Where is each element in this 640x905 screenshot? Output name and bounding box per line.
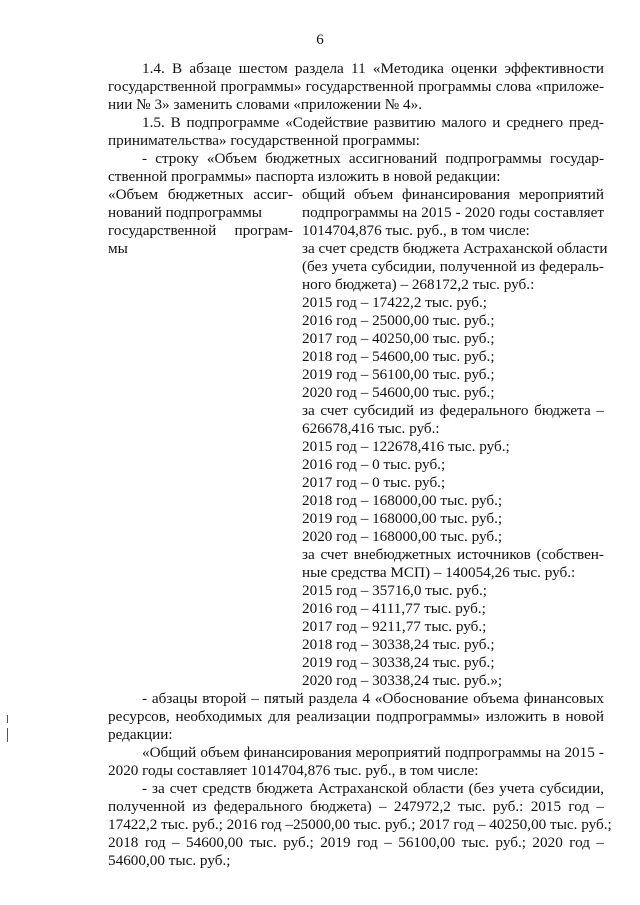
table-right-line: 2016 год – 4111,77 тыс. руб.; bbox=[302, 600, 486, 617]
section4-regional-line-3: 17422,2 тыс. руб.; 2016 год –25000,00 тыс. руб.; 2017 год – 40250,00 тыс. руб.; bbox=[108, 816, 612, 833]
table-left-line-4: мы bbox=[108, 240, 128, 257]
table-right-line: 2017 год – 0 тыс. руб.; bbox=[302, 474, 446, 491]
page-number: 6 bbox=[316, 32, 324, 48]
section4-total-line-2: 2020 годы составляет 1014704,876 тыс. руб., в том числе: bbox=[108, 762, 479, 779]
table-right-line: за счет субсидий из федерального бюджета – bbox=[302, 402, 604, 419]
section4-intro-line-2: ресурсов, необходимых для реализации подпрограммы» изложить в новой bbox=[108, 708, 604, 725]
table-left-line-1: «Объем бюджетных ассиг- bbox=[108, 186, 293, 203]
table-right-line: 2016 год – 25000,00 тыс. руб.; bbox=[302, 312, 495, 329]
section4-intro-line-1: - абзацы второй – пятый раздела 4 «Обоснование объема финансовых bbox=[142, 690, 604, 707]
table-right-line: за счет внебюджетных источников (собствен- bbox=[302, 546, 604, 563]
table-right-line: 2019 год – 56100,00 тыс. руб.; bbox=[302, 366, 495, 383]
section4-intro-line-3: редакции: bbox=[108, 726, 173, 743]
passport-intro-line-1: - строку «Объем бюджетных ассигнований подпрограммы государ- bbox=[142, 150, 604, 167]
table-left-line-3: государственной програм- bbox=[108, 222, 293, 239]
table-right-line: общий объем финансирования мероприятий bbox=[302, 186, 604, 203]
table-right-line: 2015 год – 122678,416 тыс. руб.; bbox=[302, 438, 510, 455]
scan-mark bbox=[7, 715, 8, 723]
table-right-line: 2018 год – 54600,00 тыс. руб.; bbox=[302, 348, 495, 365]
table-right-line: 2017 год – 40250,00 тыс. руб.; bbox=[302, 330, 495, 347]
section4-regional-line-4: 2018 год – 54600,00 тыс. руб.; 2019 год – 56100,00 тыс. руб.; 2020 год – bbox=[108, 834, 604, 851]
table-right-line: за счет средств бюджета Астраханской области bbox=[302, 240, 608, 257]
scan-mark bbox=[7, 728, 8, 742]
table-right-line: 2019 год – 30338,24 тыс. руб.; bbox=[302, 654, 495, 671]
table-right-line: ного бюджета) – 268172,2 тыс. руб.: bbox=[302, 276, 535, 293]
table-right-line: 2020 год – 168000,00 тыс. руб.; bbox=[302, 528, 503, 545]
table-right-line: 2015 год – 35716,0 тыс. руб.; bbox=[302, 582, 487, 599]
para-1-4-line-3: нии № 3» заменить словами «приложении № 4». bbox=[108, 96, 423, 113]
table-right-line: подпрограммы на 2015 - 2020 годы составляет bbox=[302, 204, 604, 221]
table-right-line: ные средства МСП) – 140054,26 тыс. руб.: bbox=[302, 564, 576, 581]
table-right-line: 2019 год – 168000,00 тыс. руб.; bbox=[302, 510, 503, 527]
table-right-line: 626678,416 тыс. руб.: bbox=[302, 420, 440, 437]
para-1-4-line-2: государственной программы» государственной программы слова «приложе- bbox=[108, 78, 604, 95]
table-right-line: 2020 год – 54600,00 тыс. руб.; bbox=[302, 384, 495, 401]
section4-regional-line-2: полученной из федерального бюджета) – 247972,2 тыс. руб.: 2015 год – bbox=[108, 798, 604, 815]
table-right-line: 2016 год – 0 тыс. руб.; bbox=[302, 456, 446, 473]
section4-regional-line-1: - за счет средств бюджета Астраханской области (без учета субсидии, bbox=[142, 780, 604, 797]
para-1-4-line-1: 1.4. В абзаце шестом раздела 11 «Методика оценки эффективности bbox=[142, 60, 604, 77]
para-1-5-line-2: принимательства» государственной программы: bbox=[108, 132, 420, 149]
table-right-line: 2018 год – 168000,00 тыс. руб.; bbox=[302, 492, 503, 509]
table-left-line-2: нований подпрограммы bbox=[108, 204, 262, 221]
table-right-line: 2020 год – 30338,24 тыс. руб.»; bbox=[302, 672, 503, 689]
section4-regional-line-5: 54600,00 тыс. руб.; bbox=[108, 852, 231, 869]
passport-intro-line-2: ственной программы» паспорта изложить в новой редакции: bbox=[108, 168, 501, 185]
table-right-line: 1014704,876 тыс. руб., в том числе: bbox=[302, 222, 530, 239]
section4-total-line-1: «Общий объем финансирования мероприятий подпрограммы на 2015 - bbox=[142, 744, 604, 761]
para-1-5-line-1: 1.5. В подпрограмме «Содействие развитию малого и среднего пред- bbox=[142, 114, 604, 131]
table-right-line: 2018 год – 30338,24 тыс. руб.; bbox=[302, 636, 495, 653]
table-right-line: 2017 год – 9211,77 тыс. руб.; bbox=[302, 618, 487, 635]
table-right-line: 2015 год – 17422,2 тыс. руб.; bbox=[302, 294, 487, 311]
table-right-line: (без учета субсидии, полученной из федераль- bbox=[302, 258, 604, 275]
